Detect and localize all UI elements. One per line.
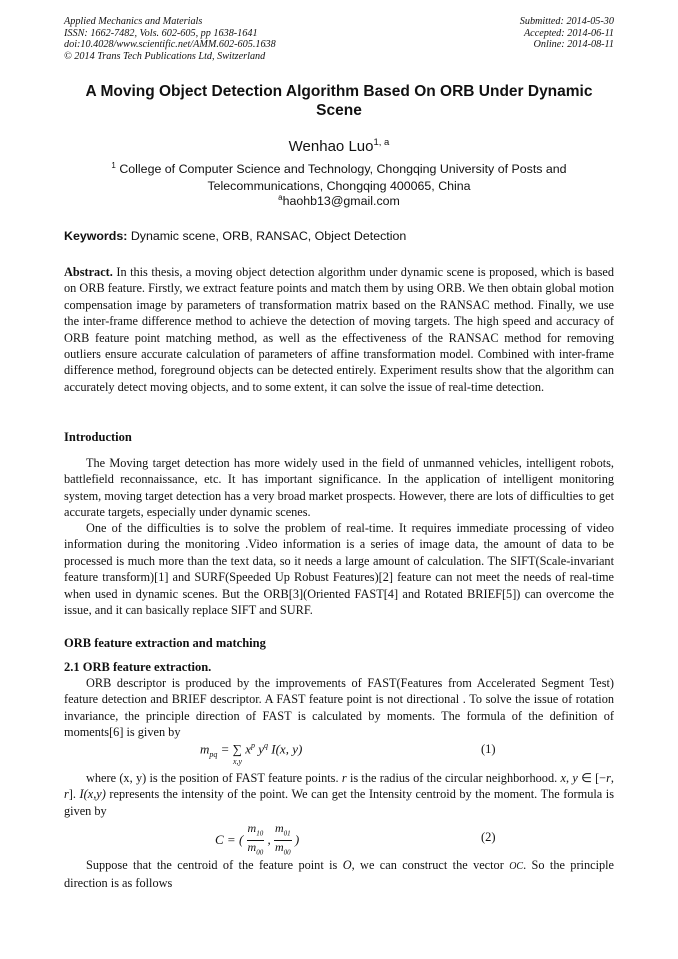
author-line xyxy=(64,137,614,155)
online-date: Online: 2014-08-11 xyxy=(533,39,614,50)
author-sup: 1, a xyxy=(373,137,390,148)
author-name: Wenhao Luo xyxy=(288,138,374,155)
affiliation xyxy=(90,157,588,195)
affiliation-text: College of Computer Science and Technology, Chongqing University of Posts and Telecommunications, Chongqing 400065, China xyxy=(119,162,567,194)
intro-paragraph-2: One of the difficulties is to solve the problem of real-time. It requires immediate processing of video information during the monitoring .Video information is a series of image data, the amount of data to be processed is much more than the text data, so it needs a large amount of calculation. The SIFT(Scale-invariant feature transform)[1] and SURF(Speeded Up Robust Features)[2] feature can not meet the needs of real-time when used in dynamic scenes. But the ORB[3](Oriented FAST[4] and Rotated BRIEF[5]) can overcome the issue, and it can basically replace SIFT and SURF. xyxy=(64,521,614,618)
section-heading-introduction: Introduction xyxy=(64,430,132,444)
accepted-date: Accepted: 2014-06-11 xyxy=(523,27,614,39)
orb-paragraph-1: ORB descriptor is produced by the improvements of FAST(Features from Accelerated Segment Test) feature detection and BRIEF descriptor. A FAST feature point is not directional . To solve the issue of rotation invariance, the principle direction of FAST is calculated by moments. The formula of the definition of moments[6] is given by xyxy=(64,676,614,740)
equation-2: C = ( $\frac{m_{10}}{m_{00}}$ , $\frac{m_{01}}{m_{00}}$ ) xyxy=(215,821,300,857)
keywords xyxy=(64,229,614,243)
journal-name: Applied Mechanics and Materials xyxy=(64,16,203,27)
orb-paragraph-3: Suppose that the centroid of the feature point is O, we can construct the vector OC. So the principle direction is as follows xyxy=(64,858,615,891)
equation-2-number: (2) xyxy=(481,830,496,844)
intro-paragraph-1: The Moving target detection has more widely used in the field of unmanned vehicles, intelligent robots, battlefield reconnaissance, etc. It has important significance. In the application of intelligent monitoring system, moving target detection has a very broad market prospects. However, there are lots of difficulties to get accurate targets, especially under dynamic scenes. xyxy=(64,456,614,520)
abstract-text: In this thesis, a moving object detection algorithm under dynamic scene is proposed, which is based on ORB feature. Firstly, we extract feature points and match them by using ORB. We then obtain global motion compensation image by parameters of transformation matrix based on the RANSAC method. Finally, we use the inter-frame difference method to achieve the detection of moving targets. The high speed and accuracy of ORB feature point matching method, as well as the effectiveness of the RANSAC method for removing outliers ensure accurate calculation of parameters of affine transformation model. Combined with inter-frame difference method, foreground objects can be detected entirely. Experiment results show that the algorithm can accurately detect moving objects, and to some extent, it can solve the issue of real-time detection. xyxy=(64,265,614,394)
orb-p2-text-b: is the radius of the circular neighborhood. xyxy=(349,771,558,785)
journal-doi: doi:10.4028/www.scientific.net/AMM.602-605.1638 xyxy=(64,39,276,50)
paper-title: A Moving Object Detection Algorithm Based On ORB Under Dynamic Scene xyxy=(85,83,593,119)
orb-p3-text-c: . So the principle direction is as follows xyxy=(64,858,615,891)
journal-issn: ISSN: 1662-7482, Vols. 602-605, pp 1638-1641 xyxy=(64,27,258,39)
orb-p3-text-b: , we can construct the vector xyxy=(351,858,504,872)
orb-p3-text-a: Suppose that the centroid of the feature point is xyxy=(86,858,338,872)
abstract xyxy=(64,264,614,395)
journal-copyright: © 2014 Trans Tech Publications Ltd, Switzerland xyxy=(64,50,266,62)
abstract-label: Abstract. xyxy=(64,265,113,279)
keywords-text: Dynamic scene, ORB, RANSAC, Object Detection xyxy=(130,229,407,243)
orb-p2-text-c: represents the intensity of the point. We can get the Intensity centroid by the moment. The formula is given by xyxy=(64,787,614,818)
orb-p2-text-a: where (x, y) is the position of FAST feature points. xyxy=(86,771,339,785)
affiliation-sup: 1 xyxy=(111,161,116,170)
journal-header xyxy=(64,16,276,62)
orb-paragraph-2: where (x, y) is the position of FAST feature points. r is the radius of the circular neighborhood. x, y ∈ [−r, r]. I(x,y) represents the intensity of the point. We can get the Intensity centroid by the moment. The formula is given by xyxy=(64,771,614,818)
email-sup: a xyxy=(278,193,283,202)
section-heading-orb: ORB feature extraction and matching xyxy=(64,636,266,650)
author-email xyxy=(64,193,614,208)
keywords-label: Keywords: xyxy=(64,229,128,243)
equation-1-number: (1) xyxy=(481,742,496,756)
subsection-heading-orb-extraction: 2.1 ORB feature extraction. xyxy=(64,660,212,674)
submitted-date: Submitted: 2014-05-30 xyxy=(519,16,614,27)
dates-header xyxy=(520,16,614,51)
equation-1: $m_{pq}$ = ∑ $x^p$ $y^q$ I(x, y) x,y xyxy=(200,741,303,766)
email-text[interactable]: haohb13@gmail.com xyxy=(282,194,400,209)
